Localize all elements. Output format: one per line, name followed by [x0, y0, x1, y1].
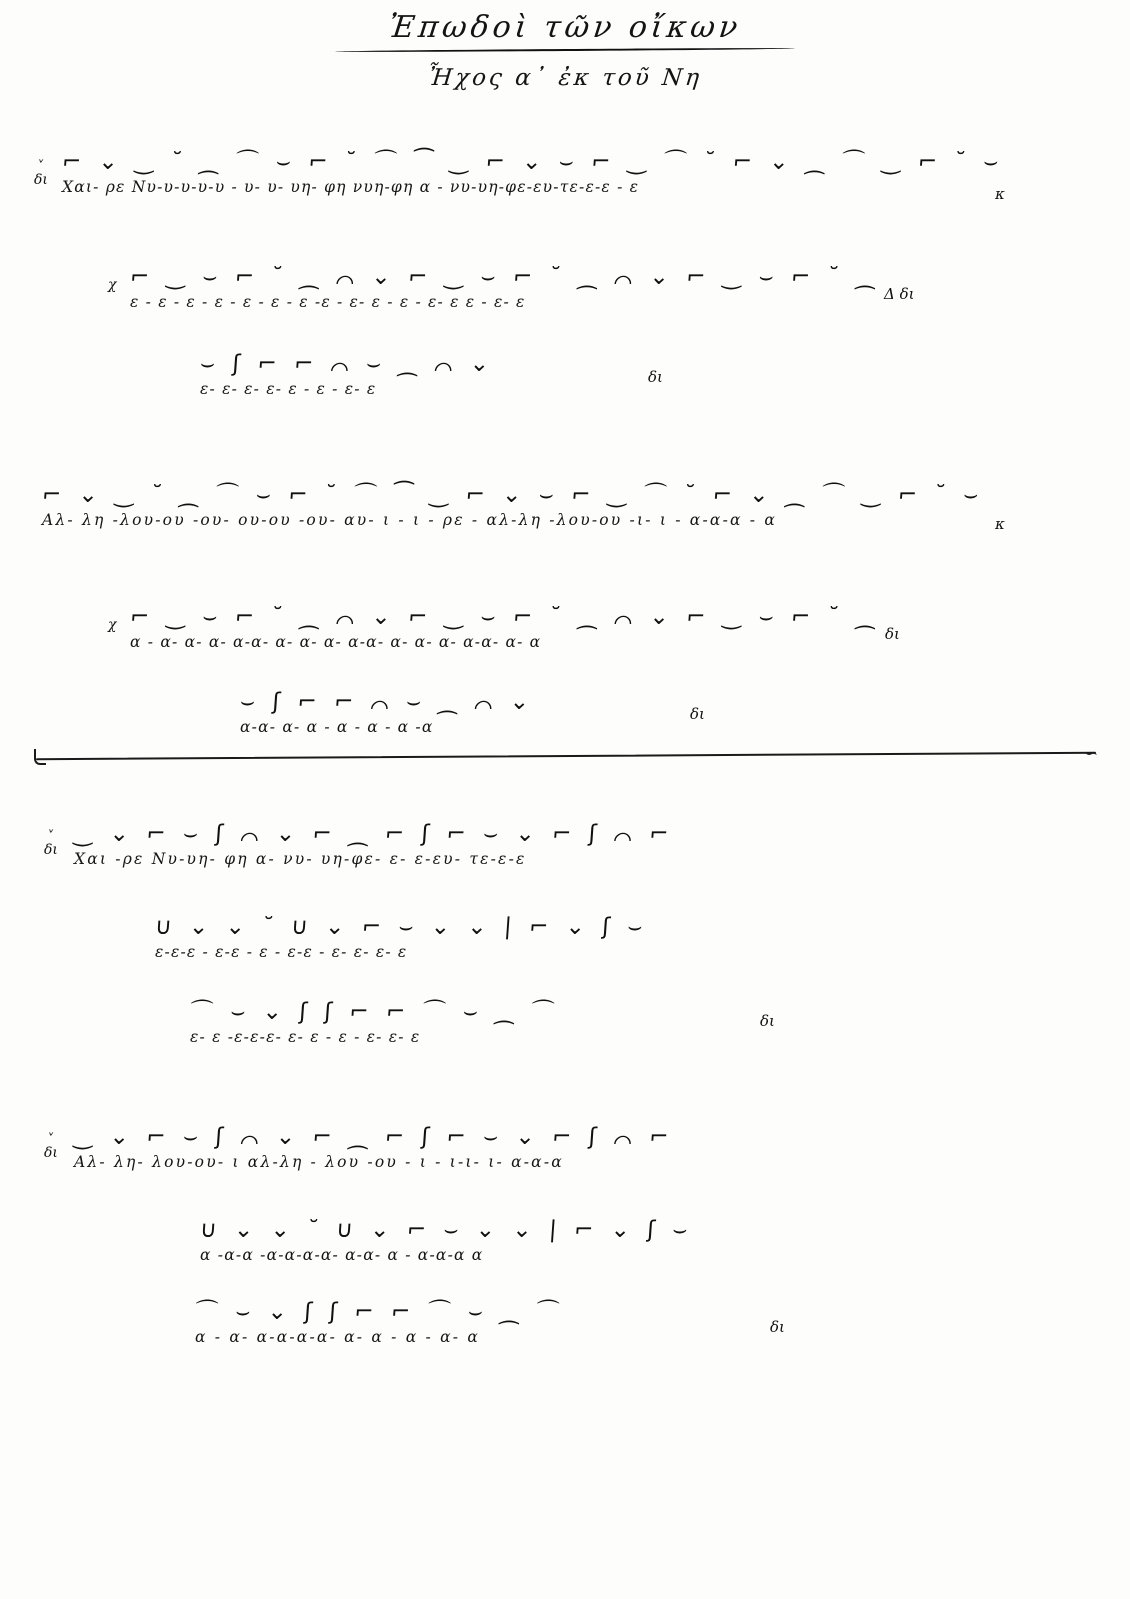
- ison-glyph: ˅: [37, 159, 45, 174]
- stave-line: [200, 1218, 692, 1264]
- neume-row: ⌒ ⌣ ⌄ ʃ ʃ ⌐ ⌐ ⌒ ⌣ ⁔ ⌒: [194, 1299, 566, 1325]
- lyric-row: ε-ε-ε - ε-ε - ε - ε-ε - ε- ε- ε- ε: [155, 943, 408, 962]
- lyric-row: α - α- α-α-α-α- α- α - α - α- α: [195, 1328, 480, 1347]
- stave-line: [190, 1000, 559, 1046]
- page-title: Ἐπωδοὶ τῶν οἴκων: [386, 10, 744, 45]
- lyric-row: ε- ε -ε-ε-ε- ε- ε - ε - ε- ε- ε: [190, 1028, 421, 1047]
- stave-line: [42, 483, 983, 529]
- stave-line: [240, 690, 534, 736]
- martyria: δι: [885, 625, 900, 643]
- lyric-row: α - α- α- α- α-α- α- α- α- α-α- α- α- α- α-α- α- α: [130, 633, 542, 652]
- stave-line: [195, 1300, 564, 1346]
- ison-mark: [108, 618, 116, 632]
- stave-line: [74, 822, 674, 868]
- ison-mark: [44, 830, 58, 857]
- divider-hook-right: ∽: [1084, 744, 1099, 764]
- martyria: δι: [770, 1318, 785, 1336]
- title-block: [0, 10, 1130, 91]
- lyric-row: ε- ε- ε- ε- ε - ε - ε- ε: [200, 380, 377, 399]
- neume-row: ⌒ ⌣ ⌄ ʃ ʃ ⌐ ⌐ ⌒ ⌣ ⁔ ⌒: [189, 999, 561, 1025]
- neume-row: ⌣ ʃ ⌐ ⌐ ⌒ ⌣ ⁔ ⌒ ⌄: [199, 351, 496, 377]
- ison-label: χ: [108, 617, 117, 633]
- ison-label: δι: [44, 1145, 58, 1161]
- section-divider: [36, 752, 1096, 760]
- neume-row: ∪ ⌄ ⌄ ˘ ∪ ⌄ ⌐ ⌣ ⌄ ⌄ | ⌐ ⌄ ʃ ⌣: [199, 1217, 694, 1243]
- ison-glyph: ˅: [47, 1132, 55, 1147]
- ison-glyph: ˅: [47, 829, 55, 844]
- lyric-row: α-α- α- α - α - α - α -α: [240, 718, 434, 737]
- ison-label: χ: [108, 277, 117, 293]
- divider-hook-left: [34, 749, 46, 765]
- stave-line: [130, 265, 880, 311]
- martyria: δι: [690, 705, 705, 723]
- ison-label: δι: [34, 172, 48, 188]
- title-underline: [335, 47, 795, 52]
- lyric-row: ε - ε - ε - ε - ε - ε - ε -ε - ε- ε - ε - ε- ε ε - ε- ε: [130, 293, 526, 312]
- neume-row: ⌐ ⌄ ‿ ˘ ⁔ ⌒ ⌣ ⌐ ˘ ⌒ ⁀ ‿ ⌐ ⌄ ⌣ ⌐ ‿ ⌒ ˘ ⌐ ⌄ ⁔ ⌒ ‿ ⌐ ˘ ⌣: [61, 149, 1005, 175]
- neume-row: ⌐ ⌄ ‿ ˘ ⁔ ⌒ ⌣ ⌐ ˘ ⌒ ⁀ ‿ ⌐ ⌄ ⌣ ⌐ ‿ ⌒ ˘ ⌐ ⌄ ⁔ ⌒ ‿ ⌐ ˘ ⌣: [41, 482, 985, 508]
- lyric-row: Αλ- λη- λου-ου- ι αλ-λη - λου -ου - ι - ι-ι- ι- α-α-α: [74, 1153, 564, 1172]
- lyric-row: Χαι- ρε Νυ-υ-υ-υ-υ - υ- υ- υη- φη νυη-φη α - νυ-υη-φε-ευ-τε-ε-ε - ε: [62, 178, 640, 197]
- neume-row: ‿ ⌄ ⌐ ⌣ ʃ ⌒ ⌄ ⌐ ⁔ ⌐ ʃ ⌐ ⌣ ⌄ ⌐ ʃ ⌒ ⌐: [73, 1124, 675, 1150]
- neume-row: ⌐ ‿ ⌣ ⌐ ˘ ⁔ ⌒ ⌄ ⌐ ‿ ⌣ ⌐ ˘ ⁔ ⌒ ⌄ ⌐ ‿ ⌣ ⌐ ˘ ⁔: [129, 264, 881, 290]
- ison-mark: [44, 1133, 58, 1160]
- ison-mark: [108, 278, 116, 292]
- stave-line: [74, 1125, 674, 1171]
- neume-row: ‿ ⌄ ⌐ ⌣ ʃ ⌒ ⌄ ⌐ ⁔ ⌐ ʃ ⌐ ⌣ ⌄ ⌐ ʃ ⌒ ⌐: [73, 821, 675, 847]
- stave-line: [62, 150, 1003, 196]
- stave-line: [130, 605, 880, 651]
- lyric-row: Χαι -ρε Νυ-υη- φη α- νυ- υη-φε- ε- ε-ευ- τε-ε-ε: [74, 850, 527, 869]
- stave-line: [155, 915, 647, 961]
- lyric-row: α -α-α -α-α-α-α- α-α- α - α-α-α α: [200, 1246, 484, 1265]
- mode-line: Ἦχος α᾽ ἐκ τοῦ Νη: [426, 65, 704, 91]
- neume-row: ∪ ⌄ ⌄ ˘ ∪ ⌄ ⌐ ⌣ ⌄ ⌄ | ⌐ ⌄ ʃ ⌣: [154, 914, 649, 940]
- ison-mark: [34, 160, 48, 187]
- neume-row: ⌣ ʃ ⌐ ⌐ ⌒ ⌣ ⁔ ⌒ ⌄: [239, 689, 536, 715]
- martyria: κ: [995, 185, 1005, 203]
- lyric-row: Αλ- λη -λου-ου -ου- ου-ου -ου- αυ- ι - ι - ρε - αλ-λη -λου-ου -ι- ι - α-α-α - α: [42, 511, 778, 530]
- martyria: Δ δι: [884, 285, 915, 303]
- ison-label: δι: [44, 842, 58, 858]
- martyria: δι: [648, 368, 663, 386]
- martyria: κ: [995, 515, 1005, 533]
- martyria: δι: [760, 1012, 775, 1030]
- neume-row: ⌐ ‿ ⌣ ⌐ ˘ ⁔ ⌒ ⌄ ⌐ ‿ ⌣ ⌐ ˘ ⁔ ⌒ ⌄ ⌐ ‿ ⌣ ⌐ ˘ ⁔: [129, 604, 881, 630]
- stave-line: [200, 352, 494, 398]
